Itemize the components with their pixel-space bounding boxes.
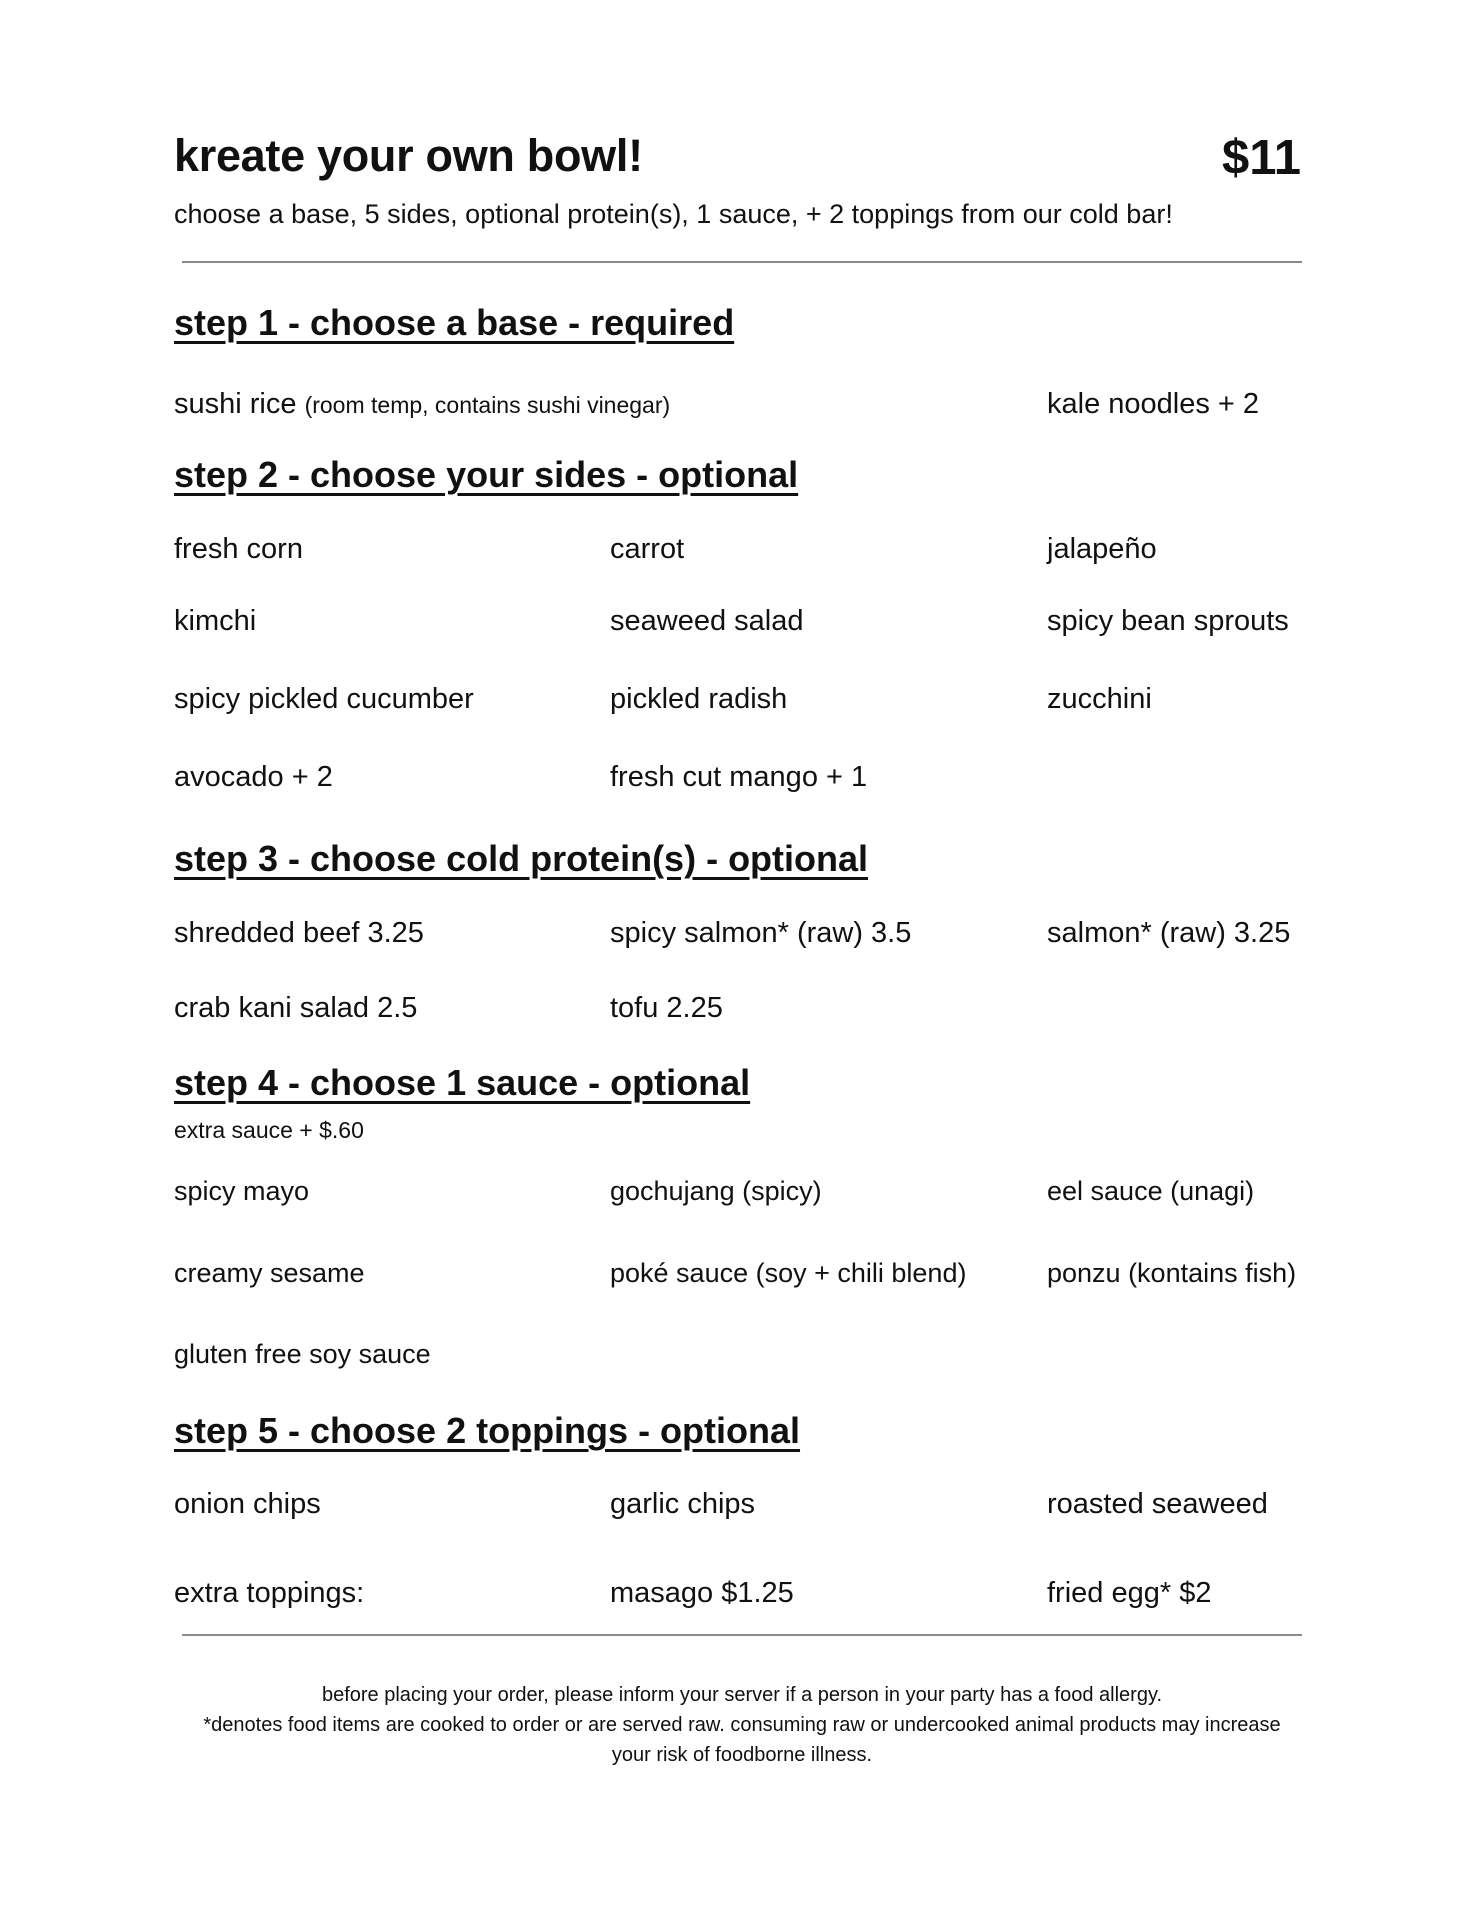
sauce-item: ponzu (kontains fish) xyxy=(1047,1258,1297,1288)
step5-heading: step 5 - choose 2 toppings - optional xyxy=(174,1410,801,1451)
topping-item: fried egg* $2 xyxy=(1047,1577,1212,1609)
protein-item: salmon* (raw) 3.25 xyxy=(1047,917,1291,949)
menu-title: kreate your own bowl! xyxy=(174,130,643,181)
base-item-detail: (room temp, contains sushi vinegar) xyxy=(304,392,671,418)
side-item: spicy bean sprouts xyxy=(1047,605,1289,637)
side-item: zucchini xyxy=(1047,683,1152,715)
step2-heading: step 2 - choose your sides - optional xyxy=(174,454,799,495)
base-item-name: sushi rice xyxy=(174,388,297,420)
base-item-sushi-rice xyxy=(174,388,670,421)
protein-item: shredded beef 3.25 xyxy=(174,917,424,949)
sauce-item: eel sauce (unagi) xyxy=(1047,1176,1255,1206)
allergy-disclaimer xyxy=(190,1680,1294,1770)
topping-item: onion chips xyxy=(174,1488,321,1520)
side-item: pickled radish xyxy=(610,683,788,715)
sauce-item: gochujang (spicy) xyxy=(610,1176,822,1206)
disclaimer-line-2: *denotes food items are cooked to order or are served raw. consuming raw or undercooked animal products may increase your risk of foodborne illness. xyxy=(203,1714,1281,1766)
menu-subtitle: choose a base, 5 sides, optional protein(s), 1 sauce, + 2 toppings from our cold bar! xyxy=(174,199,1173,229)
header-divider xyxy=(182,261,1302,263)
topping-item: garlic chips xyxy=(610,1488,756,1520)
topping-item: roasted seaweed xyxy=(1047,1488,1268,1520)
side-item: carrot xyxy=(610,533,685,565)
footer-divider xyxy=(182,1634,1302,1636)
extra-sauce-note: extra sauce + $.60 xyxy=(174,1117,364,1143)
side-item: spicy pickled cucumber xyxy=(174,683,474,715)
side-item: avocado + 2 xyxy=(174,761,333,793)
protein-item: crab kani salad 2.5 xyxy=(174,992,418,1024)
sauce-item: creamy sesame xyxy=(174,1258,365,1288)
base-item-kale-noodles: kale noodles + 2 xyxy=(1047,388,1260,420)
protein-item: spicy salmon* (raw) 3.5 xyxy=(610,917,912,949)
step1-heading: step 1 - choose a base - required xyxy=(174,302,735,343)
sauce-item: gluten free soy sauce xyxy=(174,1339,431,1369)
bowl-price: $11 xyxy=(1221,131,1301,185)
sauce-item: spicy mayo xyxy=(174,1176,310,1206)
step3-heading: step 3 - choose cold protein(s) - optional xyxy=(174,838,869,879)
disclaimer-line-1: before placing your order, please inform your server if a person in your party has a food allergy. xyxy=(321,1684,1163,1706)
side-item: fresh cut mango + 1 xyxy=(610,761,868,793)
side-item: jalapeño xyxy=(1047,533,1157,565)
topping-item: masago $1.25 xyxy=(610,1577,794,1609)
side-item: seaweed salad xyxy=(610,605,804,637)
side-item: kimchi xyxy=(174,605,257,637)
extra-toppings-label: extra toppings: xyxy=(174,1577,365,1609)
side-item: fresh corn xyxy=(174,533,303,565)
step4-heading: step 4 - choose 1 sauce - optional xyxy=(174,1062,751,1103)
sauce-item: poké sauce (soy + chili blend) xyxy=(610,1258,967,1288)
protein-item: tofu 2.25 xyxy=(610,992,723,1024)
